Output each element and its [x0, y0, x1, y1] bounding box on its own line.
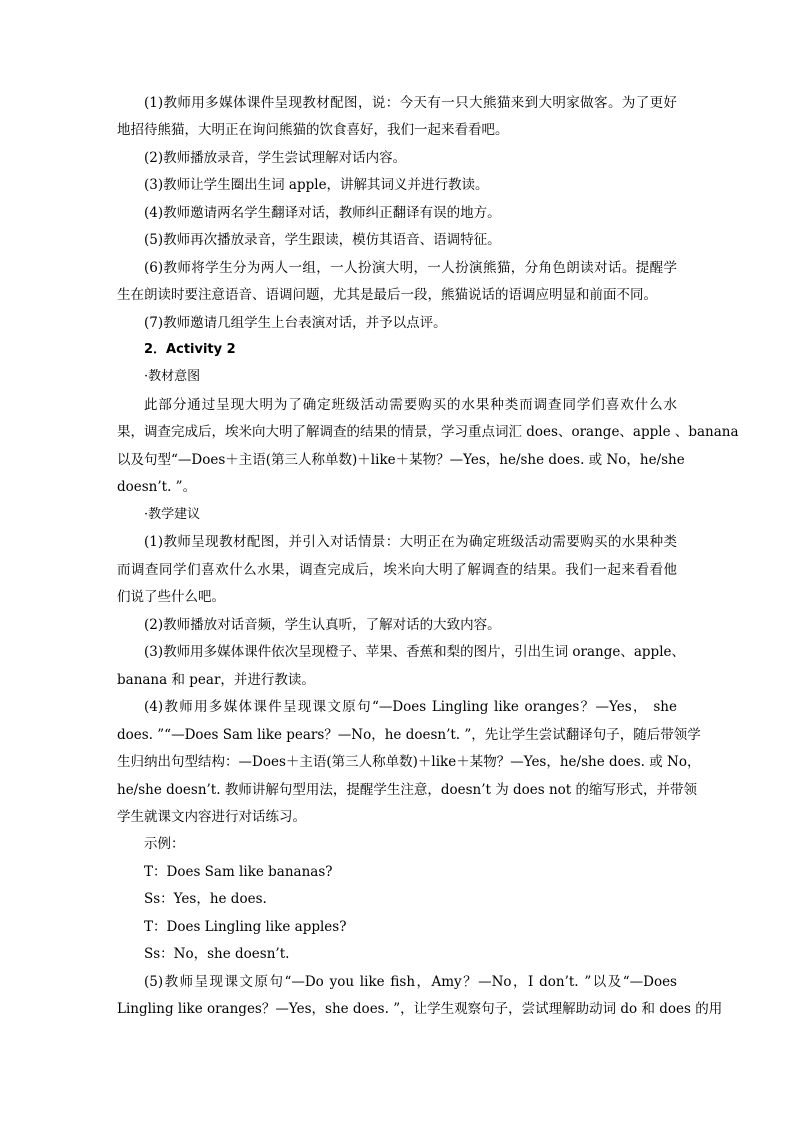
- paragraph-line: (4)教师邀请两名学生翻译对话，教师纠正翻译有误的地方。: [144, 205, 501, 221]
- section-heading: 2．Activity 2: [144, 342, 236, 357]
- paragraph-line: (5)教师呈现课文原句“—Do you like fish，Amy？—No，I don’t. ”以及“—Does: [144, 974, 677, 990]
- paragraph-line: (7)教师邀请几组学生上台表演对话，并予以点评。: [144, 315, 447, 331]
- paragraph-line: 此部分通过呈现大明为了确定班级活动需要购买的水果种类而调查同学们喜欢什么水: [144, 397, 677, 413]
- paragraph-line: (3)教师用多媒体课件依次呈现橙子、苹果、香蕉和梨的图片，引出生词 orange、apple、: [144, 644, 686, 660]
- paragraph-line: he/she doesn’t. 教师讲解句型用法，提醒学生注意，doesn’t 为 does not 的缩写形式，并带领: [117, 782, 698, 798]
- dialogue-line: Ss：Yes，he does.: [144, 891, 267, 907]
- paragraph-line: (4)教师用多媒体课件呈现课文原句“—Does Lingling like oranges？—Yes， she: [144, 699, 677, 715]
- subheading: ·教材意图: [144, 369, 201, 384]
- paragraph-line: 学生就课文内容进行对话练习。: [117, 809, 306, 825]
- paragraph-line: Lingling like oranges？—Yes，she does. ”，让学生观察句子，尝试理解助动词 do 和 does 的用: [117, 1001, 723, 1017]
- dialogue-line: T：Does Lingling like apples?: [144, 919, 347, 935]
- paragraph-line: 而调查同学们喜欢什么水果，调查完成后，埃米向大明了解调查的结果。我们一起来看看他: [117, 562, 677, 578]
- example-label: 示例：: [144, 836, 185, 852]
- paragraph-line: (2)教师播放录音，学生尝试理解对话内容。: [144, 150, 407, 166]
- paragraph-line: (2)教师播放对话音频，学生认真听，了解对话的大致内容。: [144, 617, 501, 633]
- paragraph-line: (3)教师让学生圈出生词 apple，讲解其词义并进行教读。: [144, 177, 489, 193]
- paragraph-line: banana 和 pear，并进行教读。: [117, 672, 315, 688]
- paragraph-line: 生在朗读时要注意语音、语调问题，尤其是最后一段，熊猫说话的语调应明显和前面不同。: [117, 287, 657, 303]
- paragraph-line: 果，调查完成后，埃米向大明了解调查的结果的情景，学习重点词汇 does、orange、apple 、banana: [117, 424, 739, 440]
- paragraph-line: 生归纳出句型结构：—Does＋主语(第三人称单数)＋like＋某物？—Yes，he/she does. 或 No，: [117, 754, 701, 770]
- dialogue-line: Ss：No，she doesn’t.: [144, 946, 290, 962]
- paragraph-line: (1)教师用多媒体课件呈现教材配图，说：今天有一只大熊猫来到大明家做客。为了更好: [144, 95, 677, 111]
- paragraph-line: (5)教师再次播放录音，学生跟读，模仿其语音、语调特征。: [144, 232, 501, 248]
- paragraph-line: doesn’t. ”。: [117, 479, 197, 495]
- dialogue-line: T：Does Sam like bananas?: [144, 864, 333, 880]
- paragraph-line: (1)教师呈现教材配图，并引入对话情景：大明正在为确定班级活动需要购买的水果种类: [144, 534, 677, 550]
- paragraph-line: does. ”“—Does Sam like pears？—No，he doesn’t. ”，先让学生尝试翻译句子，随后带领学: [117, 727, 701, 743]
- subheading: ·教学建议: [144, 507, 201, 522]
- paragraph-line: (6)教师将学生分为两人一组，一人扮演大明，一人扮演熊猫，分角色朗读对话。提醒学: [144, 260, 677, 276]
- paragraph-line: 们说了些什么吧。: [117, 589, 225, 605]
- paragraph-line: 地招待熊猫，大明正在询问熊猫的饮食喜好，我们一起来看看吧。: [117, 122, 509, 138]
- paragraph-line: 以及句型“—Does＋主语(第三人称单数)＋like＋某物？—Yes，he/she does. 或 No，he/she: [117, 452, 685, 468]
